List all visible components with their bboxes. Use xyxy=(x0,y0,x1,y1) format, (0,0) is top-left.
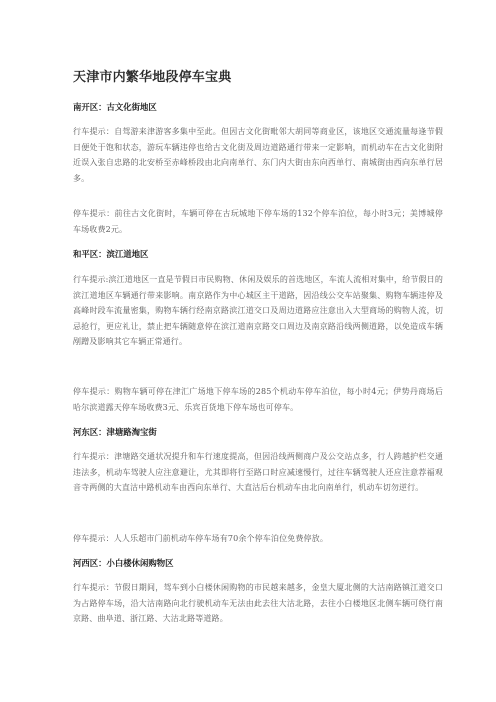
section-paragraph: 停车提示：购物车辆可停在津汇广场地下停车场的285个机动车停车泊位，每小时4元；伊势丹商场后哈尔滨道露天停车场收费3元、乐宾百货地下停车场也可停车。 xyxy=(73,387,443,412)
section-paragraph: 停车提示：人人乐超市门前机动车停车场有70余个停车泊位免费停放。 xyxy=(73,534,328,543)
section-paragraph: 行车提示：自驾游来津游客多集中至此。但因古文化街毗邻大胡同等商业区，该地区交通流量每逢节假日便处于饱和状态，游玩车辆违停也给古文化街及周边道路通行带来一定影响，而机动车在古文化街附近误入张自忠路的北安桥至赤峰桥段由北向南单行、东门内大街由东向西单行、南城街由西向东单行居多。 xyxy=(73,127,443,183)
section-paragraph: 停车提示：前往古文化街时，车辆可停在古玩城地下停车场的132个停车泊位，每小时3元；美博城停车场收费2元。 xyxy=(73,209,443,234)
section-paragraph: 行车提示：节假日期间，驾车到小白楼休闲购物的市民越来越多，金皇大厦北侧的大沽南路镇江道交口为占路停车场，沿大沽南路向北行驶机动车无法由此去往大沽北路，去往小白楼地区北侧车辆可绕行南京路、曲阜道、浙江路、大沽北路等道路。 xyxy=(73,583,443,623)
section-heading-hexi: 河西区：小白楼休闲购物区 xyxy=(73,558,174,568)
document-title: 天津市内繁华地段停车宝典 xyxy=(73,70,232,85)
section-paragraph: 行车提示:滨江道地区一直是节假日市民购物、休闲及娱乐的首选地区，车流人流相对集中，给节假日的滨江道地区车辆通行带来影响。南京路作为中心城区主干道路，因沿线公交车站聚集、购物车辆违停及高峰时段车流量密集，购物车辆行经南京路滨江道交口及周边道路应注意出入大型商场的购物人流，切忌抢行，更应礼让，禁止把车辆随意停在滨江道南京路交口周边及南京路沿线两侧道路，以免造成车辆剐蹭及影响其它车辆正常通行。 xyxy=(73,275,443,346)
section-heading-heping: 和平区：滨江道地区 xyxy=(73,249,149,259)
section-heading-nankai: 南开区：古文化街地区 xyxy=(73,102,157,112)
section-paragraph: 行车提示：津塘路交通状况提升和车行速度提高，但因沿线两侧商户及公交站点多，行人跨越护栏交通违法多，机动车驾驶人应注意避让，尤其即将行至路口时应减速慢行，过往车辆驾驶人还应注意荐福观音寺两侧的大直沽中路机动车由西向东单行、大直沽后台机动车由北向南单行，机动车切勿逆行。 xyxy=(73,452,443,492)
section-heading-hedong: 河东区：津塘路淘宝街 xyxy=(73,427,157,437)
